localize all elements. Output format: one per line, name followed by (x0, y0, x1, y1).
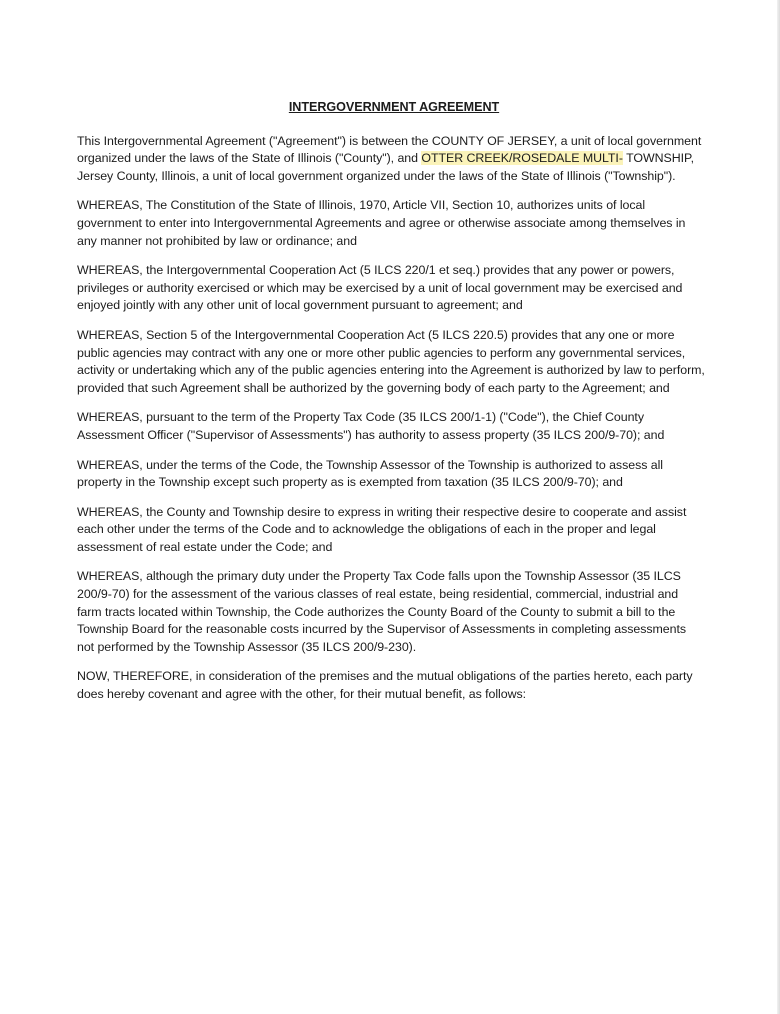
whereas-constitution-paragraph: WHEREAS, The Constitution of the State of Illinois, 1970, Article VII, Section 10, authorizes units of local government to enter into Intergovernmental Agreements and agree or otherwise associate among themselves in any manner not prohibited by law or ordinance; and (77, 198, 686, 248)
intro-text-before: This Intergovernmental Agreement ("Agreement") is between the COUNTY OF JERSEY, a unit of local government organized under the laws of the State of Illinois ("County"), and (77, 133, 702, 166)
document-body (77, 99, 705, 716)
whereas-township-assessor-paragraph: WHEREAS, under the terms of the Code, the Township Assessor of the Township is authorized to assess all property in the Township except such property as is exempted from taxation (35 ILCS 200/9-70); and (77, 457, 663, 490)
intro-paragraph (77, 133, 705, 186)
whereas-cooperation-act-paragraph: WHEREAS, the Intergovernmental Cooperation Act (5 ILCS 220/1 et seq.) provides that any power or powers, privileges or authority exercised or which may be exercised by a unit of local government may be exercised and enjoyed jointly with any other unit of local government pursuant to agreement; and (77, 263, 683, 313)
now-therefore-paragraph: NOW, THEREFORE, in consideration of the premises and the mutual obligations of the parties hereto, each party does hereby covenant and agree with the other, for their mutual benefit, as follows: (77, 669, 693, 702)
whereas-property-tax-code-paragraph: WHEREAS, pursuant to the term of the Property Tax Code (35 ILCS 200/1-1) ("Code"), the Chief County Assessment Officer ("Supervisor of Assessments") has authority to assess property (35 ILCS 200/9-70); and (77, 410, 665, 442)
document-title: INTERGOVERNMENT AGREEMENT (288, 100, 500, 114)
highlighted-party-name: OTTER CREEK/ROSEDALE MULTI- (421, 151, 623, 166)
whereas-section-5-paragraph: WHEREAS, Section 5 of the Intergovernmental Cooperation Act (5 ILCS 220.5) provides that any one or more public agencies may contract with any one or more other public agencies to perform any governmental services, activity or undertaking which any of the public agencies entering into the Agreement is authorized by law to perform, provided that such Agreement shall be authorized by the governing body of each party to the Agreement; and (77, 327, 705, 395)
intro-text-after: TOWNSHIP, Jersey County, Illinois, a unit of local government organized under the laws of the State of Illinois ("Township"). (77, 151, 695, 183)
whereas-primary-duty-paragraph: WHEREAS, although the primary duty under the Property Tax Code falls upon the Township Assessor (35 ILCS 200/9-70) for the assessment of the various classes of real estate, being residential, commercial, industrial and farm tracts located within Township, the Code authorizes the County Board of the County to submit a bill to the Township Board for the reasonable costs incurred by the Supervisor of Assessments in completing assessments not performed by the Township Assessor (35 ILCS 200/9-230). (77, 569, 686, 654)
whereas-cooperate-paragraph: WHEREAS, the County and Township desire to express in writing their respective desire to cooperate and assist each other under the terms of the Code and to acknowledge the obligations of each in the proper and legal assessment of real estate under the Code; and (77, 504, 687, 554)
